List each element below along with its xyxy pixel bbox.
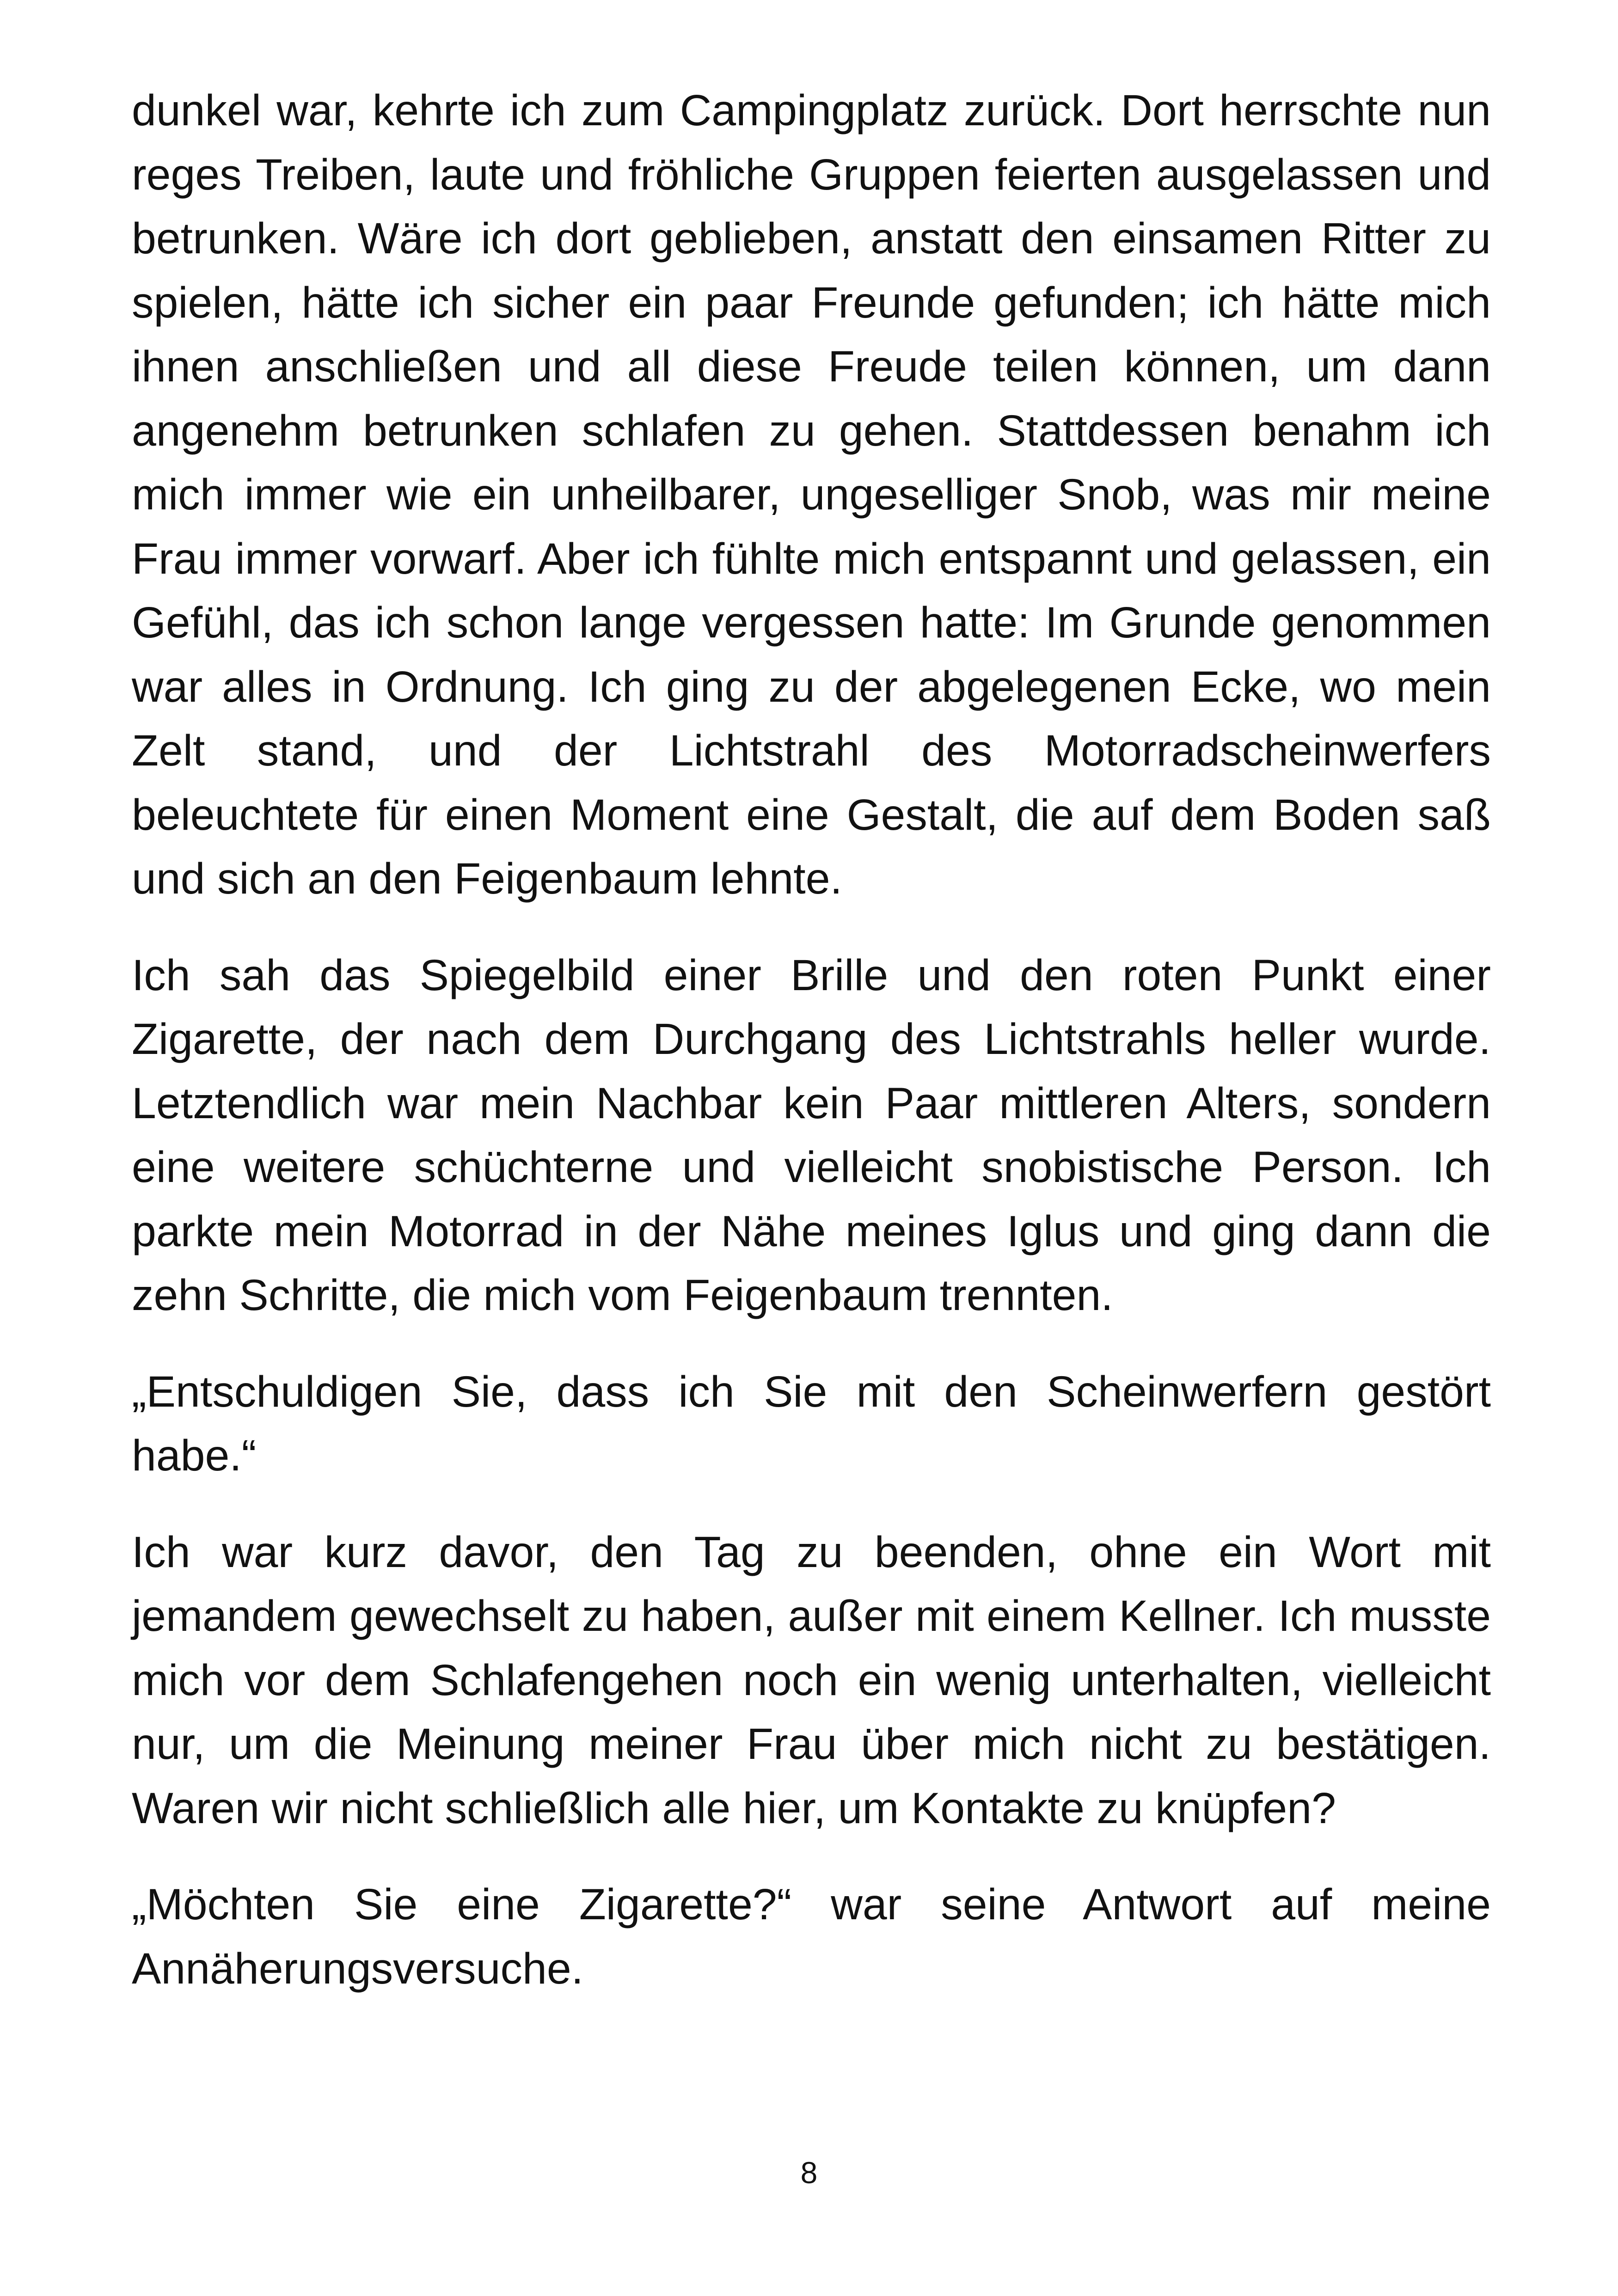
paragraph-3: „Entschuldigen Sie, dass ich Sie mit den Scheinwerfern gestört habe.“ [132, 1367, 1491, 1480]
paragraph-4: Ich war kurz davor, den Tag zu beenden, ohne ein Wort mit jemandem gewechselt zu haben, außer mit einem Kellner. Ich musste mich vor dem Schlafengehen noch ein wenig unterhalten, vielleicht nur, um die Meinung meiner Frau über mich nicht zu bestätigen. Waren wir nicht schließlich alle hier, um Kontakte zu knüpfen? [132, 1527, 1491, 1833]
body-text [132, 79, 1491, 2033]
page-number: 8 [800, 2155, 818, 2190]
paragraph-2: Ich sah das Spiegelbild einer Brille und den roten Punkt einer Zigarette, der nach dem Durchgang des Lichtstrahls heller wurde. Letztendlich war mein Nachbar kein Paar mittleren Alters, sondern eine weitere schüchterne und vielleicht snobistische Person. Ich parkte mein Motorrad in der Nähe meines Iglus und ging dann die zehn Schritte, die mich vom Feigenbaum trennten. [132, 950, 1491, 1320]
paragraph-1: dunkel war, kehrte ich zum Campingplatz zurück. Dort herrschte nun reges Treiben, laute und fröhliche Gruppen feierten ausgelassen und betrunken. Wäre ich dort geblieben, anstatt den einsamen Ritter zu spielen, hätte ich sicher ein paar Freunde gefunden; ich hätte mich ihnen anschließen und all diese Freude teilen können, um dann angenehm betrunken schlafen zu gehen. Stattdessen benahm ich mich immer wie ein unheilbarer, ungeselliger Snob, was mir meine Frau immer vorwarf. Aber ich fühlte mich entspannt und gelassen, ein Gefühl, das ich schon lange vergessen hatte: Im Grunde genommen war alles in Ordnung. Ich ging zu der abgelegenen Ecke, wo mein Zelt stand, und der Lichtstrahl des Motorradscheinwerfers beleuchtete für einen Moment eine Gestalt, die auf dem Boden saß und sich an den Feigenbaum lehnte. [132, 86, 1491, 903]
paragraph-5: „Möchten Sie eine Zigarette?“ war seine Antwort auf meine Annäherungsversuche. [132, 1880, 1491, 1993]
